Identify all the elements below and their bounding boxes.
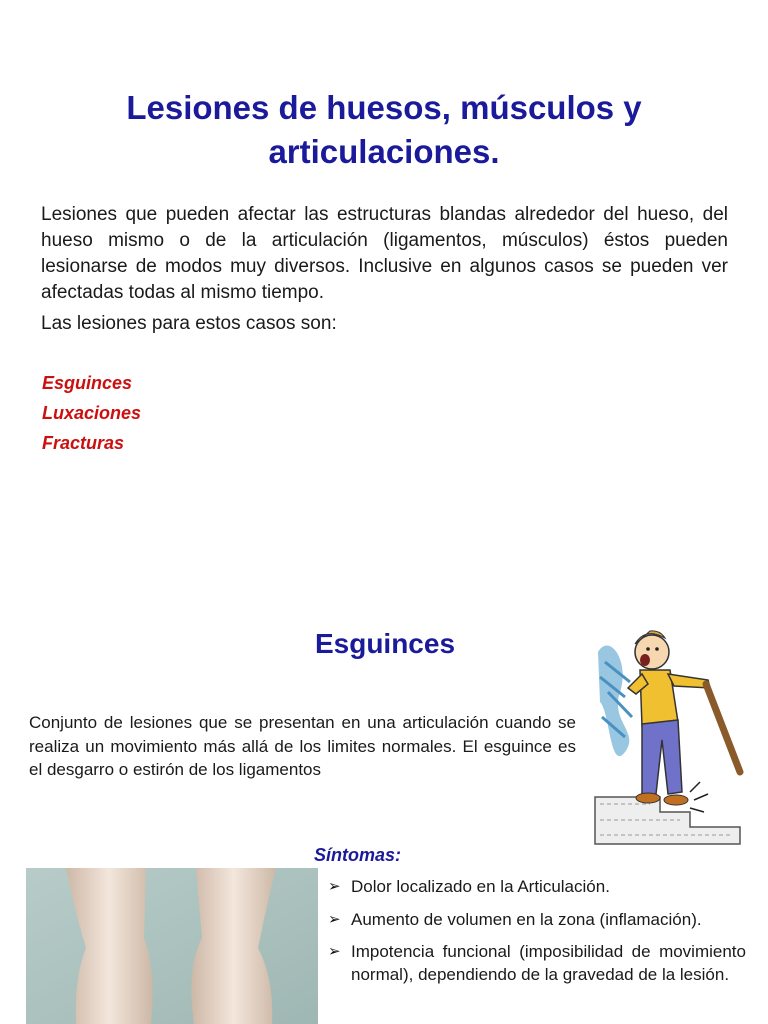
injury-types-list [42, 368, 141, 458]
symptoms-list [328, 876, 746, 996]
symptom-text: Impotencia funcional (imposibilidad de movimiento normal), dependiendo de la gravedad de la lesión. [351, 942, 746, 984]
injury-type-item: Fracturas [42, 433, 125, 453]
symptom-text: Aumento de volumen en la zona (inflamación). [351, 909, 702, 929]
symptoms-label: Síntomas: [314, 845, 402, 865]
page-title: Lesiones de huesos, músculos y articulaciones. [126, 89, 642, 170]
injury-type-item: Esguinces [42, 373, 133, 393]
symptom-item [328, 876, 746, 899]
intro-lead: Las lesiones para estos casos son: [41, 313, 337, 334]
symptom-item [328, 909, 746, 932]
arrowhead-bullet-icon: ➢ [328, 910, 341, 928]
definition-paragraph: Conjunto de lesiones que se presentan en una articulación cuando se realiza un movimiento más allá de los limites normales. El esguince es el desgarro o estirón de los ligamentos [29, 713, 576, 779]
arrowhead-bullet-icon: ➢ [328, 878, 341, 895]
arrowhead-bullet-icon: ➢ [328, 943, 341, 960]
injury-type-item: Luxaciones [42, 403, 142, 423]
ankle-photo [26, 868, 318, 1024]
intro-paragraph: Lesiones que pueden afectar las estructuras blandas alrededor del hueso, del hueso mismo o de la articulación (ligamentos, músculos) éstos pueden lesionarse de modos muy diversos. Inclusive en algunos casos se pueden ver afectadas todas al mismo tiempo. [41, 204, 728, 303]
symptom-item [328, 941, 746, 986]
sprain-cartoon-illustration [590, 622, 750, 847]
symptom-text: Dolor localizado en la Articulación. [351, 877, 610, 896]
section-title: Esguinces [314, 628, 456, 659]
